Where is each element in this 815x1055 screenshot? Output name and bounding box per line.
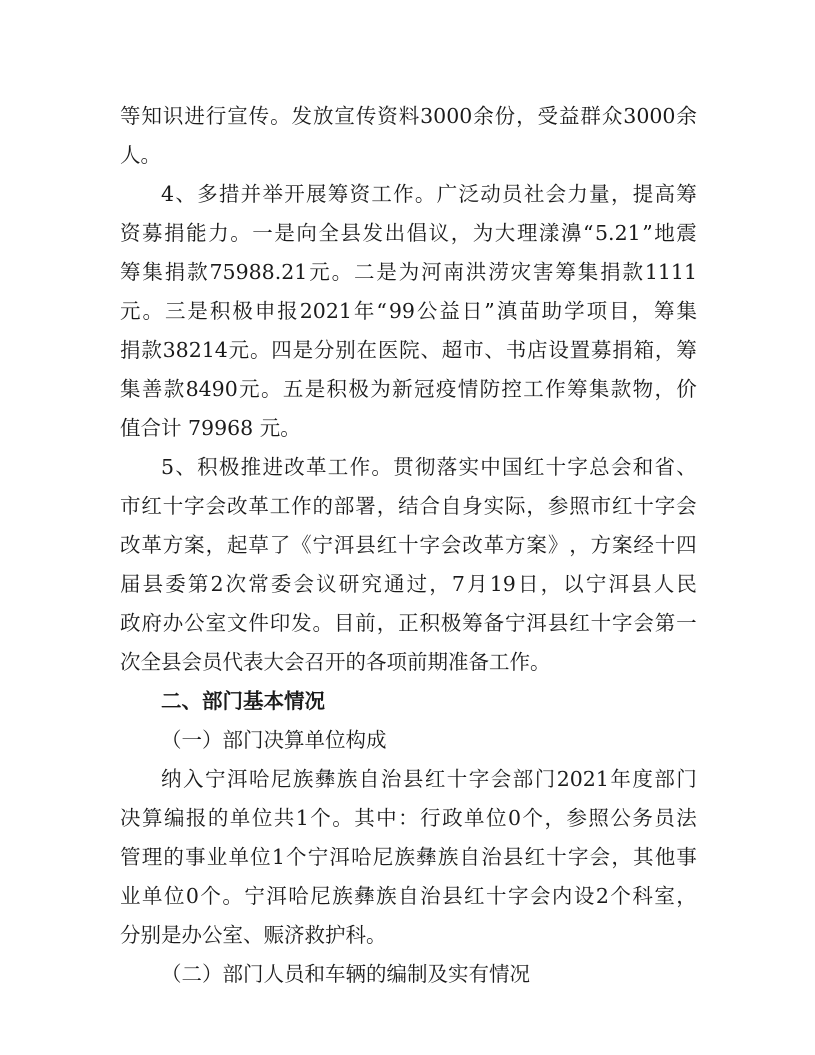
body-line: 市 红 十 字 会 改 革 工 作 的 部 署 ， 结 合 自 身 实 际 ， 参 照 市 红 十 字 会 bbox=[120, 494, 697, 518]
subsection-heading: （二）部门人员和车辆的编制及实有情况 bbox=[161, 962, 530, 986]
body-line: 改 革 方 案 ， 起 草 了 《 宁 洱 县 红 十 字 会 改 革 方 案 》 ， 方 案 经 十 四 bbox=[120, 533, 697, 557]
body-line: 业 单 位 0 个 。 宁 洱 哈 尼 族 彝 族 自 治 县 红 十 字 会 内 设 2 个 科 室 ， bbox=[120, 884, 697, 908]
body-line: 次全县会员代表大会召开的各项前期准备工作。 bbox=[120, 650, 551, 674]
body-line: 政 府 办 公 室 文 件 印 发 。 目 前 ， 正 积 极 筹 备 宁 洱 县 红 十 字 会 第 一 bbox=[120, 611, 697, 635]
body-line: 管 理 的 事 业 单 位 1 个 宁 洱 哈 尼 族 彝 族 自 治 县 红 十 字 会 ， 其 他 事 bbox=[120, 845, 697, 869]
body-line: 决 算 编 报 的 单 位 共 1 个 。 其 中 ： 行 政 单 位 0 个 ， 参 照 公 务 员 法 bbox=[120, 806, 697, 830]
body-line: 5 、 积 极 推 进 改 革 工 作 。 贯 彻 落 实 中 国 红 十 字 总 会 和 省 、 bbox=[161, 455, 697, 479]
body-line: 分别是办公室、赈济救护科。 bbox=[120, 923, 387, 947]
subsection-heading: （一）部门决算单位构成 bbox=[161, 728, 387, 752]
body-line: 元 。 三 是 积 极 申 报 2021 年 “ 99 公 益 日 ” 滇 苗 助 学 项 目 ， 筹 集 bbox=[120, 299, 697, 323]
section-heading: 二、部门基本情况 bbox=[161, 689, 325, 713]
body-line: 资 募 捐 能 力 。 一 是 向 全 县 发 出 倡 议 ， 为 大 理 漾 濞 “ 5.21 ” 地 震 bbox=[120, 221, 697, 245]
body-line: 纳 入 宁 洱 哈 尼 族 彝 族 自 治 县 红 十 字 会 部 门 2021 年 度 部 门 bbox=[161, 767, 697, 791]
body-line: 值合计 79968 元。 bbox=[120, 416, 301, 440]
body-line: 筹 集 捐 款 75988.21 元 。 二 是 为 河 南 洪 涝 灾 害 筹 集 捐 款 1111 bbox=[120, 260, 697, 284]
body-line: 人。 bbox=[120, 143, 161, 167]
body-line: 集 善 款 8490 元 。 五 是 积 极 为 新 冠 疫 情 防 控 工 作 筹 集 款 物 ， 价 bbox=[120, 377, 697, 401]
body-line: 等 知 识 进 行 宣 传 。 发 放 宣 传 资 料 3000 余 份 ， 受 益 群 众 3000 余 bbox=[120, 104, 697, 128]
body-line: 捐 款 38214 元 。 四 是 分 别 在 医 院 、 超 市 、 书 店 设 置 募 捐 箱 ， 筹 bbox=[120, 338, 697, 362]
body-line: 届 县 委 第 2 次 常 委 会 议 研 究 通 过 ， 7 月 19 日 ， 以 宁 洱 县 人 民 bbox=[120, 572, 697, 596]
body-line: 4 、 多 措 并 举 开 展 筹 资 工 作 。 广 泛 动 员 社 会 力 量 ， 提 高 筹 bbox=[161, 182, 697, 206]
